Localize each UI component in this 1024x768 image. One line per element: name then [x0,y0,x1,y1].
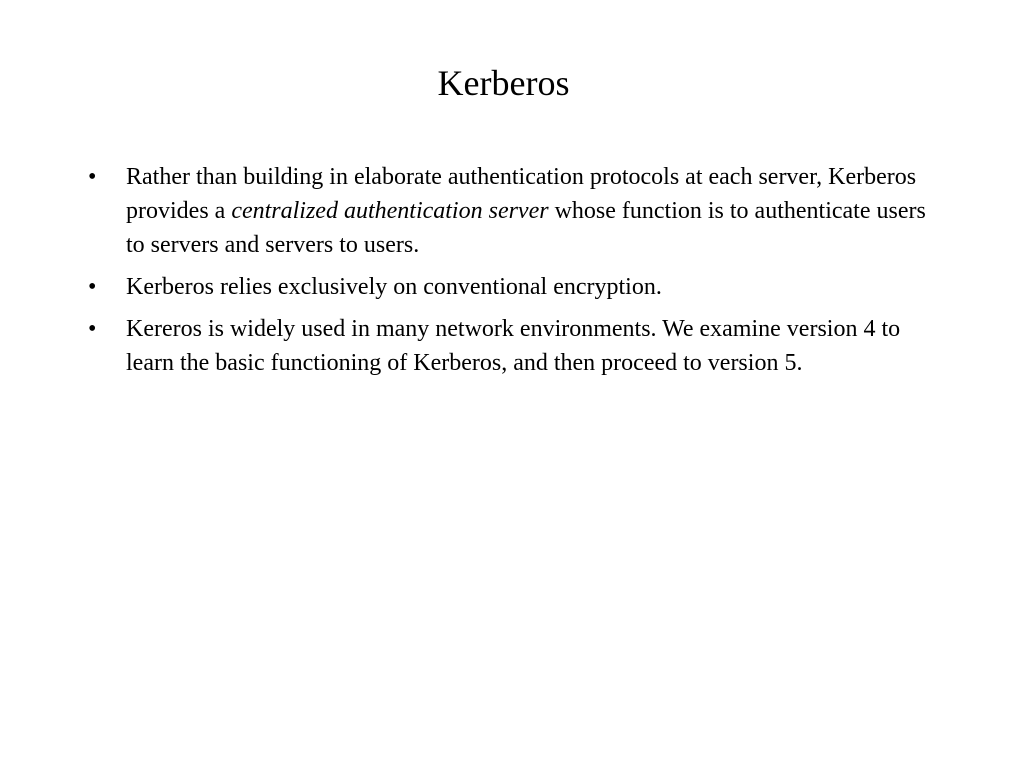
bullet-1-text-before: Rather than building in elaborate authentication protocols at each server, Kerberos provides a [126,164,917,224]
bullet-1-text-after: whose function is to authenticate users to servers and servers to users. [126,198,926,258]
slide-title: Kerberos [437,63,570,103]
bullet-item-3 [88,312,936,380]
bullet-3-text: Kereros is widely used in many network environments. We examine version 4 to learn the basic functioning of Kerberos, and then proceed to version 5. [126,316,901,376]
bullet-marker-icon: • [88,274,97,300]
bullet-item-2 [88,270,936,304]
bullet-list [88,160,936,388]
bullet-1-emphasis: centralized authentication server [231,198,549,224]
bullet-item-1 [88,160,936,262]
bullet-marker-icon: • [88,164,97,190]
bullet-marker-icon: • [88,316,97,342]
bullet-2-text: Kerberos relies exclusively on conventional encryption. [126,274,662,300]
